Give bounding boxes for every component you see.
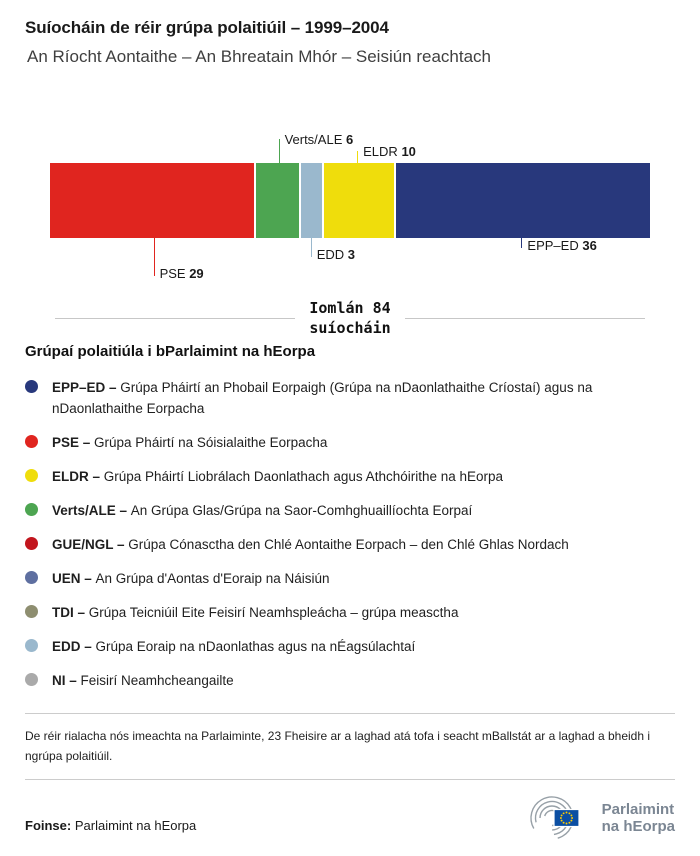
group-color-dot-icon	[25, 571, 38, 584]
bar-segment-EPP-ED	[396, 163, 650, 238]
group-description: An Grúpa d'Aontas d'Eoraip na Náisiún	[95, 571, 330, 586]
group-abbr: UEN –	[52, 571, 96, 586]
group-color-dot-icon	[25, 639, 38, 652]
group-color-dot-icon	[25, 503, 38, 516]
legend-item	[25, 466, 675, 487]
legend-item-text	[52, 568, 330, 589]
source-value: Parlaimint na hEorpa	[74, 817, 197, 833]
group-description: Grúpa Pháirtí Liobrálach Daonlathach agus Athchóirithe na hEorpa	[103, 469, 504, 484]
callout-label-PSE: PSE 29	[159, 266, 204, 281]
legend-item	[25, 636, 675, 657]
bar-segment-ELDR	[324, 163, 394, 238]
hemicycle-flag-icon	[524, 794, 594, 842]
total-seats-row	[55, 298, 645, 338]
group-abbr: GUE/NGL –	[52, 537, 129, 552]
group-color-dot-icon	[25, 435, 38, 448]
bar-segment-PSE	[50, 163, 254, 238]
group-color-dot-icon	[25, 537, 38, 550]
legend-item-text	[52, 432, 327, 453]
group-color-dot-icon	[25, 469, 38, 482]
right-rule	[405, 318, 645, 319]
legend-item-text	[52, 377, 617, 419]
infographic	[0, 18, 700, 842]
legend-list	[25, 377, 675, 691]
group-description: Grúpa Eoraip na nDaonlathas agus na nÉagsúlachtaí	[95, 639, 416, 654]
group-description: An Grúpa Glas/Grúpa na Saor-Comhghuaillíochta Eorpaí	[130, 503, 473, 518]
group-abbr: EPP–ED –	[52, 380, 121, 395]
footnote: De réir rialacha nós imeachta na Parlaiminte, 23 Fheisire ar a laghad atá tofa i seacht mBallstát ar a laghad a bheidh i ngrúpa polaitiúil.	[25, 729, 651, 763]
legend-item-text	[52, 670, 234, 691]
page-subtitle: An Ríocht Aontaithe – An Bhreatain Mhór – Seisiún reachtach	[27, 47, 492, 66]
source-line	[25, 818, 196, 833]
group-color-dot-icon	[25, 673, 38, 686]
group-color-dot-icon	[25, 380, 38, 393]
seat-bar-chart	[50, 123, 650, 281]
group-description: Grúpa Teicniúil Eite Feisirí Neamhspleácha – grúpa measctha	[88, 605, 459, 620]
callout-Verts-ALE	[279, 132, 354, 163]
source-label: Foinse:	[25, 817, 72, 833]
callout-label-EPP-ED: EPP–ED 36	[527, 238, 597, 253]
total-line2: suíocháin	[309, 319, 391, 337]
logo-line2: na hEorpa	[601, 818, 675, 835]
legend-heading: Grúpaí polaitiúla i bParlaimint na hEorpa	[25, 343, 316, 360]
bottom-row	[25, 794, 675, 842]
legend-item	[25, 534, 675, 555]
callout-label-ELDR: ELDR 10	[363, 144, 416, 159]
total-seats-label	[309, 298, 390, 338]
legend-item	[25, 568, 675, 589]
group-description: Grúpa Pháirtí an Phobail Eorpaigh (Grúpa na nDaonlathaithe Críostaí) agus na nDaonlathaithe Eorpacha	[52, 380, 593, 416]
group-abbr: NI –	[52, 673, 81, 688]
ep-logo	[524, 794, 675, 842]
legend-item	[25, 500, 675, 521]
callout-EPP-ED	[521, 238, 597, 253]
callout-ELDR	[357, 144, 416, 163]
legend-item	[25, 670, 675, 691]
left-rule	[55, 318, 295, 319]
bar-segment-Verts-ALE	[256, 163, 298, 238]
group-abbr: Verts/ALE –	[52, 503, 131, 518]
group-abbr: PSE –	[52, 435, 95, 450]
ep-logo-wordmark	[602, 801, 675, 835]
group-description: Grúpa Pháirtí na Sóisialaithe Eorpacha	[94, 435, 328, 450]
legend-item	[25, 377, 675, 419]
page-title: Suíocháin de réir grúpa polaitiúil – 1999–2004	[25, 18, 389, 37]
callout-PSE	[154, 238, 204, 281]
legend-item	[25, 432, 675, 453]
group-description: Grúpa Cónasctha den Chlé Aontaithe Eorpach – den Chlé Ghlas Nordach	[128, 537, 569, 552]
total-line1: Iomlán 84	[309, 299, 391, 317]
logo-line1: Parlaimint	[601, 801, 675, 818]
legend-item-text	[52, 466, 503, 487]
group-abbr: ELDR –	[52, 469, 104, 484]
group-abbr: EDD –	[52, 639, 96, 654]
legend-item	[25, 602, 675, 623]
callout-EDD	[311, 238, 355, 262]
legend-item-text	[52, 636, 415, 657]
group-abbr: TDI –	[52, 605, 89, 620]
group-color-dot-icon	[25, 605, 38, 618]
seat-bar	[50, 163, 650, 238]
divider-bottom	[25, 779, 675, 780]
bar-segment-EDD	[301, 163, 322, 238]
callout-label-Verts-ALE: Verts/ALE 6	[284, 132, 354, 147]
divider-top	[25, 713, 675, 714]
legend-item-text	[52, 602, 458, 623]
eu-flag-icon	[554, 810, 579, 827]
callout-label-EDD: EDD 3	[316, 247, 355, 262]
legend-item-text	[52, 534, 569, 555]
group-description: Feisirí Neamhcheangailte	[80, 673, 234, 688]
legend-item-text	[52, 500, 472, 521]
